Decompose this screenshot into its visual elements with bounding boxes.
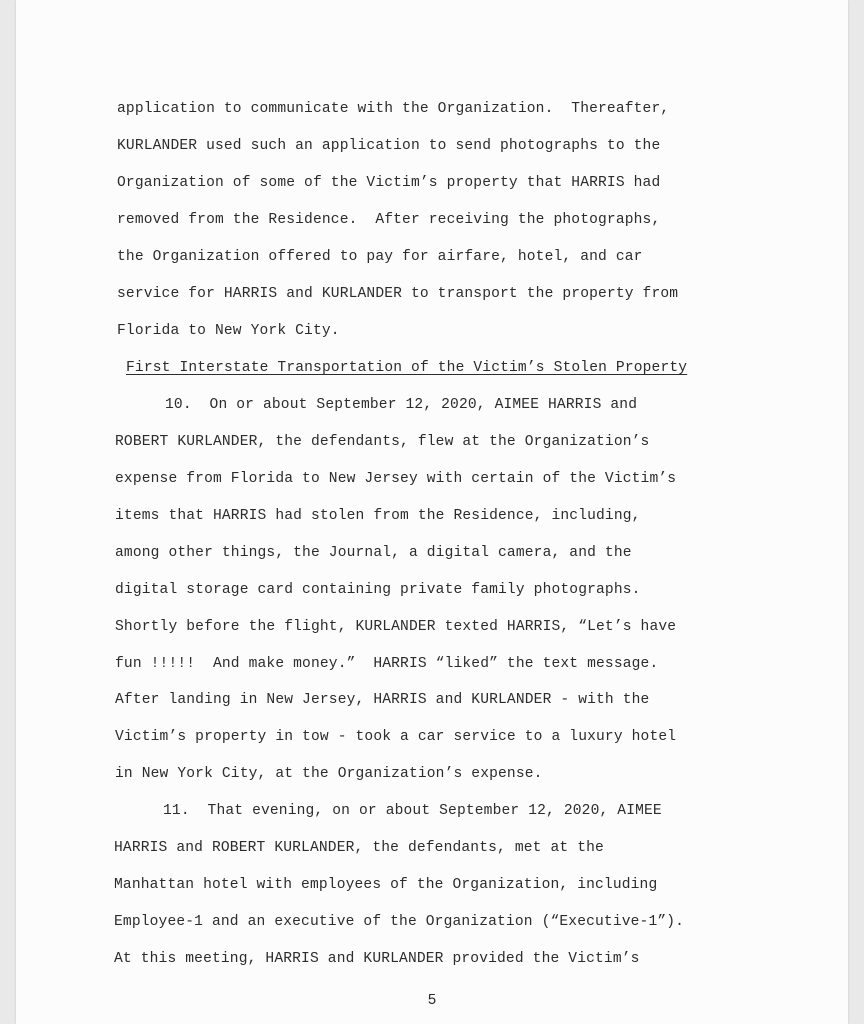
paragraph-10-line: Victim’s property in tow - took a car service to a luxury hotel (115, 729, 677, 745)
text-line: KURLANDER used such an application to send photographs to the (117, 138, 661, 154)
text-line: Organization of some of the Victim’s property that HARRIS had (117, 175, 661, 191)
paragraph-10-line: Shortly before the flight, KURLANDER texted HARRIS, “Let’s have (115, 619, 677, 635)
paragraph-10-line: in New York City, at the Organization’s expense. (115, 766, 543, 782)
paragraph-10-line: items that HARRIS had stolen from the Residence, including, (115, 508, 641, 524)
text-line: the Organization offered to pay for airfare, hotel, and car (117, 249, 643, 265)
paragraph-11-line: HARRIS and ROBERT KURLANDER, the defendants, met at the (114, 840, 604, 856)
text-line: service for HARRIS and KURLANDER to transport the property from (117, 286, 679, 302)
document-page (16, 0, 848, 1024)
text-line: application to communicate with the Organization. Thereafter, (117, 101, 670, 117)
paragraph-10-line: ROBERT KURLANDER, the defendants, flew at the Organization’s (115, 434, 650, 450)
text-line: Florida to New York City. (117, 323, 340, 339)
paragraph-10-line: digital storage card containing private family photographs. (115, 582, 641, 598)
paragraph-11-line: Manhattan hotel with employees of the Organization, including (114, 877, 658, 893)
paragraph-11-line: 11. That evening, on or about September 12, 2020, AIMEE (163, 803, 662, 819)
paragraph-10-line: among other things, the Journal, a digital camera, and the (115, 545, 632, 561)
text-line: removed from the Residence. After receiving the photographs, (117, 212, 661, 228)
paragraph-11-line: At this meeting, HARRIS and KURLANDER provided the Victim’s (114, 951, 640, 967)
page-number: 5 (427, 993, 437, 1009)
section-heading: First Interstate Transportation of the Victim’s Stolen Property (126, 360, 688, 376)
paragraph-11-line: Employee-1 and an executive of the Organization (“Executive-1”). (114, 914, 685, 930)
paragraph-10-line: After landing in New Jersey, HARRIS and KURLANDER - with the (115, 692, 650, 708)
paragraph-10-line: fun !!!!! And make money.” HARRIS “liked” the text message. (115, 656, 659, 672)
paragraph-10-line: 10. On or about September 12, 2020, AIMEE HARRIS and (165, 397, 638, 413)
paragraph-10-line: expense from Florida to New Jersey with certain of the Victim’s (115, 471, 677, 487)
